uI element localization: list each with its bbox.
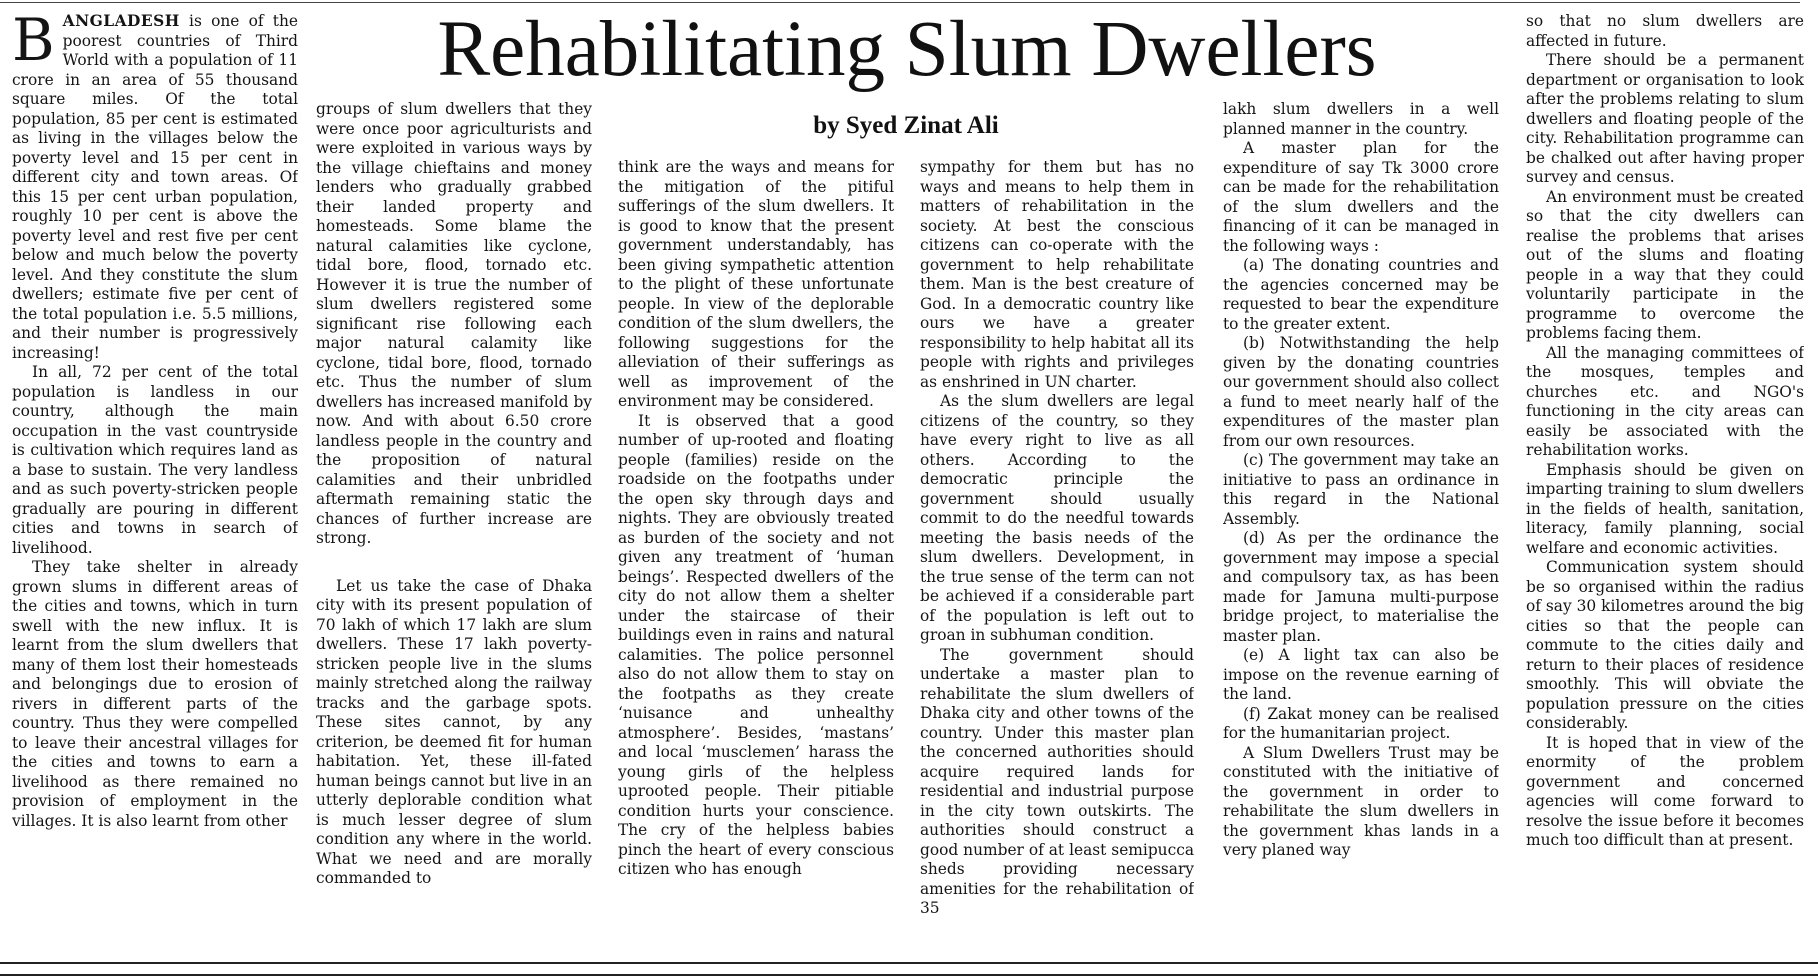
paragraph: Communication system should be so organised within the radius of say 30 kilometres around the big cities so that the people can commute to the cities daily and return to their places of residence smoothly. This will obviate the population pressure on the cities considerably. — [1526, 558, 1804, 732]
column-4 — [920, 158, 1194, 960]
lead-paragraph — [12, 12, 298, 363]
paragraph: (a) The donating countries and the agencies concerned may be requested to bear the expenditure to the greater extent. — [1223, 256, 1499, 333]
byline: by Syed Zinat Ali — [813, 112, 999, 139]
paragraph: groups of slum dwellers that they were once poor agriculturists and were exploited in various ways by the village chieftains and money lenders who gradually grabbed their landed property and homesteads. Some blame the natural calamities like cyclone, tidal bore, flood, tornado etc. However it is true the number of slum dwellers registered some significant rise following each major natural calamity like cyclone, tidal bore, flood, tornado etc. Thus the number of slum dwellers has increased manifold by now. And with about 6.50 crore landless people in the country and the proposition of natural calamities and their unbridled aftermath remaining static the chances of further increase are strong. — [316, 100, 592, 547]
bottom-rule — [0, 962, 1818, 964]
paragraph: (c) The government may take an initiative to pass an ordinance in this regard in the National Assembly. — [1223, 451, 1499, 528]
paragraph: In all, 72 per cent of the total population is landless in our country, although the main occupation in the vast countryside is cultivation which requires land as a base to sustain. The very landless and as such poverty-stricken people gradually are pouring in different cities and towns in search of livelihood. — [12, 363, 298, 557]
paragraph: The government should undertake a master plan to rehabilitate the slum dwellers of Dhaka city and other towns of the country. Under this master plan the concerned authorities should acquire required lands for residential and industrial purpose in the city town outskirts. The authorities should construct a good number of at least semipucca sheds providing necessary amenities for the rehabilitation of 35 — [920, 645, 1194, 917]
paragraph: so that no slum dwellers are affected in future. — [1526, 12, 1804, 50]
paragraph: It is hoped that in view of the enormity of the problem government and concerned agencies will come forward to resolve the issue before it becomes much too difficult than at present. — [1526, 733, 1804, 849]
paragraph: (f) Zakat money can be realised for the humanitarian project. — [1223, 704, 1499, 742]
lead-caps: ANGLADESH — [62, 12, 180, 30]
column-5 — [1223, 100, 1499, 960]
paragraph: It is observed that a good number of up-rooted and floating people (families) reside on the roadside on the footpaths under the open sky through days and nights. They are obviously treated as burden of the society and not given any treatment of ‘human beings’. Respected dwellers of the city do not allow them a shelter under the staircase of their buildings even in rains and natural calamities. The police personnel also do not allow them to stay on the footpaths as they create ‘nuisance and unhealthy atmosphere’. Besides, ‘mastans’ and local ‘musclemen’ harass the young girls of the helpless uprooted people. Their pitiable condition hurts your conscience. The cry of the helpless babies pinch the heart of every conscious citizen who has enough — [618, 411, 894, 878]
paragraph: An environment must be created so that the city dwellers can realise the problems that arises out of the slums and floating people in a way that they could voluntarily participate in the programme to overcome the problems facing them. — [1526, 187, 1804, 342]
paragraph: lakh slum dwellers in a well planned manner in the country. — [1223, 100, 1499, 138]
column-6 — [1526, 12, 1804, 958]
paragraph: Emphasis should be given on imparting training to slum dwellers in the fields of health, sanitation, literacy, family planning, social welfare and economic activities. — [1526, 460, 1804, 557]
column-3 — [618, 158, 894, 960]
paragraph: There should be a permanent department or organisation to look after the problems relating to slum dwellers and floating people of the city. Rehabilitation programme can be chalked out after having proper survey and census. — [1526, 51, 1804, 186]
paragraph: Let us take the case of Dhaka city with its present population of 70 lakh of which 17 lakh are slum dwellers. These 17 lakh poverty-stricken people live in the slums mainly stretched along the railway tracks and the garbage spots. These sites cannot, by any criterion, be deemed fit for human habitation. Yet, these ill-fated human beings cannot but live in an utterly deplorable condition what is much lesser degree of slum condition any where in the world. What we need and are morally commanded to — [316, 576, 592, 887]
paragraph: A master plan for the expenditure of say Tk 3000 crore can be made for the rehabilitation of the slum dwellers and the financing of it can be managed in the following ways : — [1223, 139, 1499, 255]
paragraph: (d) As per the ordinance the government may impose a special and compulsory tax, as has been made for Jamuna multi-purpose bridge project, to materialise the master plan. — [1223, 529, 1499, 645]
drop-cap: B — [12, 12, 55, 74]
paragraph: They take shelter in already grown slums in different areas of the cities and towns, which in turn swell with the new influx. It is learnt from the slum dwellers that many of them lost their homesteads and belongings due to erosion of rivers in different parts of the country. Thus they were compelled to leave their ancestral villages for the cities and towns to earn a livelihood as there remained no provision of employment in the villages. It is also learnt from other — [12, 558, 298, 830]
paragraph: think are the ways and means for the mitigation of the pitiful sufferings of the slum dwellers. It is good to know that the present government understandably, has been giving sympathetic attention to the plight of these unfortunate people. In view of the deplorable condition of the slum dwellers, the following suggestions for the alleviation of their sufferings as well as improvement of the environment may be considered. — [618, 158, 894, 410]
paragraph: A Slum Dwellers Trust may be constituted with the initiative of the government in order to rehabilitate the slum dwellers in the government khas lands in a very planed way — [1223, 743, 1499, 859]
headline: Rehabilitating Slum Dwellers — [437, 6, 1377, 93]
lead-text: is one of the poorest countries of Third World with a population of 11 crore in an area of 55 thousand square miles. Of the total population, 85 per cent is estimated as living in the villages below the poverty level and 15 per cent in different city and town areas. Of this 15 per cent urban population, roughly 10 per cent is above the poverty level and rest five per cent below and much below the poverty level. And they constitute the slum dwellers; estimate five per cent of the total population i.e. 5.5 millions, and their number is progressively increasing! — [12, 12, 298, 362]
paragraph: (b) Notwithstanding the help given by the donating countries our government should also collect a fund to meet nearly half of the expenditures of the master plan from our own resources. — [1223, 334, 1499, 450]
column-2 — [316, 100, 592, 960]
paragraph: As the slum dwellers are legal citizens of the country, so they have every right to live as all others. According to the democratic principle the government should usually commit to do the needful towards meeting the basis needs of the slum dwellers. Development, in the true sense of the term can not be achieved if a considerable part of the population is left out to groan in subhuman condition. — [920, 392, 1194, 644]
paragraph: (e) A light tax can also be impose on the revenue earning of the land. — [1223, 646, 1499, 703]
paragraph: All the managing committees of the mosques, temples and churches etc. and NGO's functioning in the city areas can easily be associated with the rehabilitation works. — [1526, 343, 1804, 459]
paragraph: sympathy for them but has no ways and means to help them in matters of rehabilitation in the society. At best the conscious citizens can co-operate with the government to help rehabilitate them. Man is the best creature of God. In a democratic country like ours we have a greater responsibility to help habitat all its people with rights and privileges as enshrined in UN charter. — [920, 158, 1194, 391]
column-1 — [12, 12, 298, 958]
